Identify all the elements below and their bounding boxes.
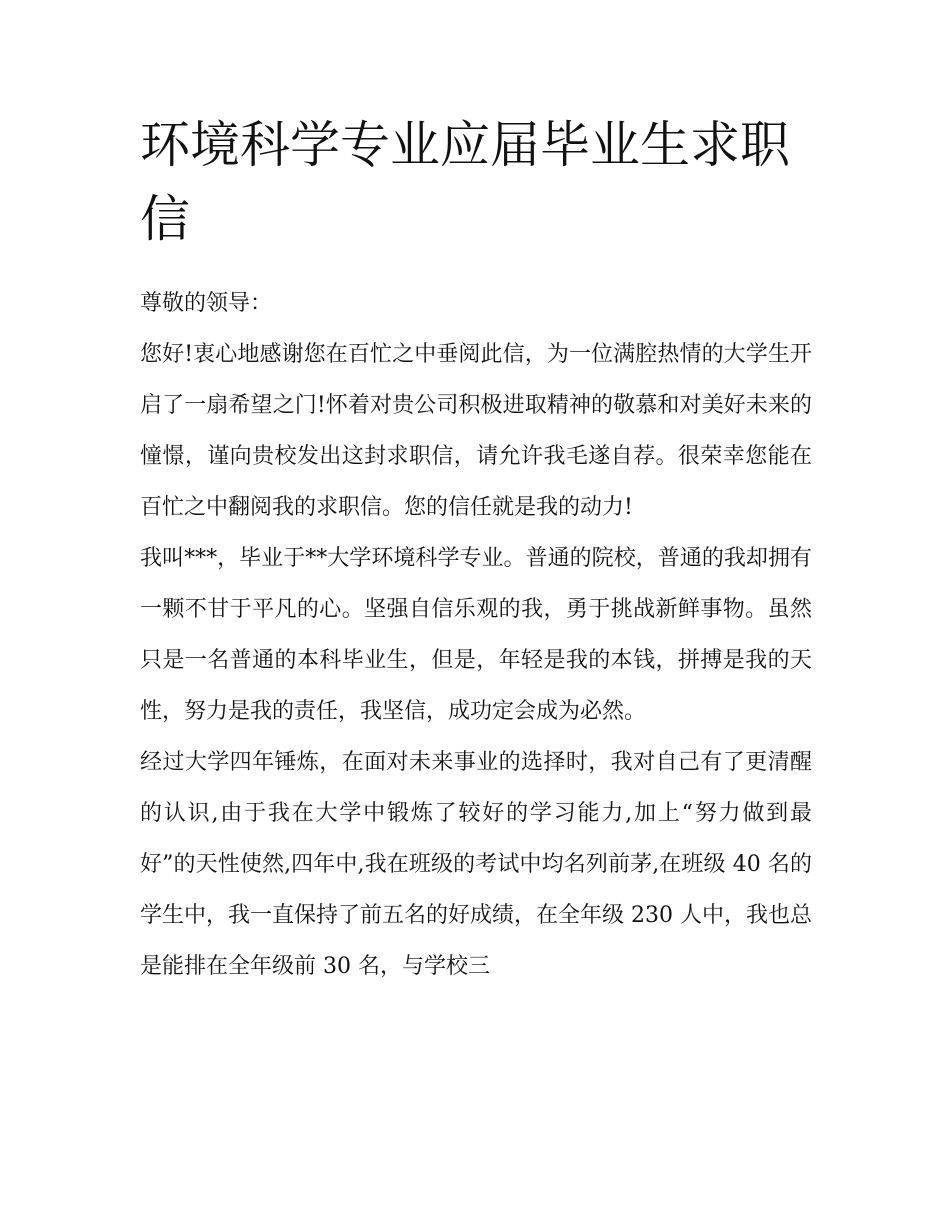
paragraph-intro: 您好!衷心地感谢您在百忙之中垂阅此信，为一位满腔热情的大学生开启了一扇希望之门!怀着对贵公司积极进取精神的敬慕和对美好未来的憧憬，谨向贵校发出这封求职信，请允许我毛遂自荐。很荣幸您能在百忙之中翻阅我的求职信。您的信任就是我的动力! [140, 342, 812, 520]
greeting-line: 尊敬的领导： [140, 291, 273, 316]
letter-body [140, 108, 812, 992]
document-title: 环境科学专业应届毕业生求职信 [140, 116, 790, 248]
paragraph-self-introduction: 我叫***，毕业于**大学环境科学专业。普通的院校，普通的我却拥有一颗不甘于平凡的心。坚强自信乐观的我，勇于挑战新鲜事物。虽然只是一名普通的本科毕业生，但是，年轻是我的本钱，拼搏是我的天性，努力是我的责任，我坚信，成功定会成为必然。 [140, 546, 812, 724]
paragraph-academic-record: 经过大学四年锤炼，在面对未来事业的选择时，我对自己有了更清醒的认识,由于我在大学中锻炼了较好的学习能力,加上“努力做到最好”的天性使然,四年中,我在班级的考试中均名列前茅,在班级 40 名的学生中，我一直保持了前五名的好成绩，在全年级 230 人中，我也总是能排在全年级前 30 名，与学校三 [140, 750, 812, 979]
